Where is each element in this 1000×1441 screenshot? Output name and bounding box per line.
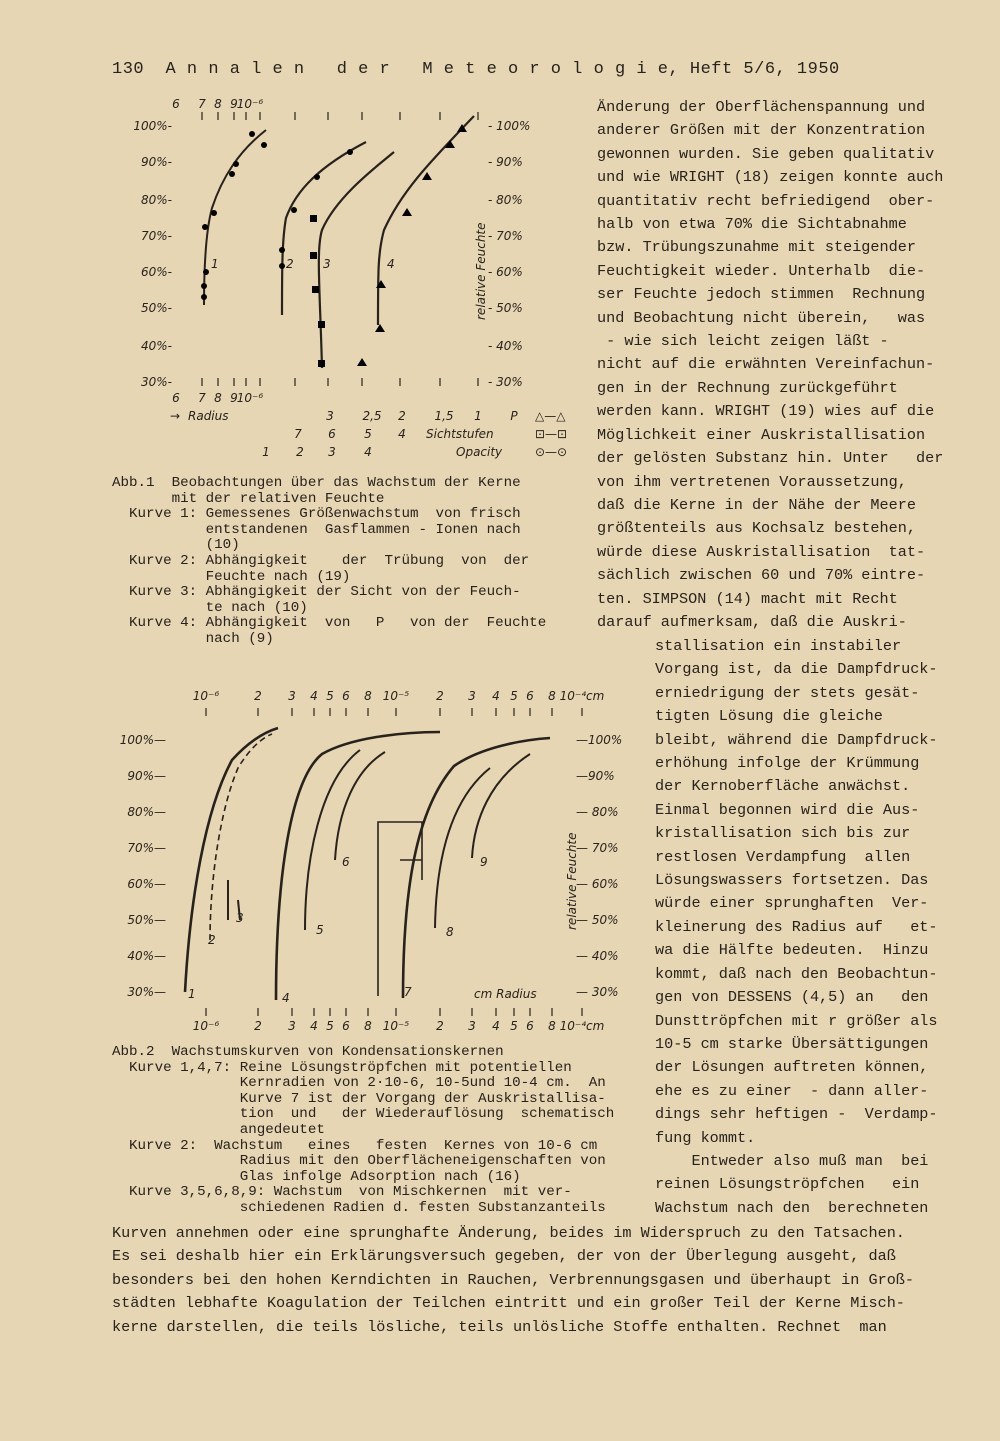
journal-title: A n n a l e n d e r M e t e o r o l o g i e, <box>165 60 680 79</box>
figure1-p-value: 3 <box>326 409 334 423</box>
figure1-curve-1-label: 1 <box>211 257 219 271</box>
figure2-bottom-tick-label: 6 <box>342 1019 350 1033</box>
figure1-radius-arrow: → <box>170 409 181 423</box>
figure2-top-tick-label: 3 <box>468 689 476 703</box>
text-line: der Lösungen auftreten können, <box>655 1058 929 1077</box>
text-line: städten lebhafte Koagulation der Teilchen eintritt und ein großer Teil der Kerne Misch- <box>112 1294 905 1313</box>
text-line: würde einer sprunghaften Ver- <box>655 894 929 913</box>
figure1-sicht-legend: ⊡—⊡ <box>535 427 568 441</box>
text-line: und Beobachtung nicht überein, was <box>597 308 926 327</box>
figure1-right-tick-label: - 100% <box>488 119 531 133</box>
figure1-p-value: 1,5 <box>434 409 454 423</box>
text-line: daß die Kerne in der Nähe der Meere <box>597 495 916 514</box>
figure2-bottom-tick-label: 5 <box>326 1019 334 1033</box>
figure2-left-tick-label: 30%— <box>127 985 166 999</box>
figure1-opacity-value: 2 <box>296 445 304 459</box>
text-line: Änderung der Oberflächenspannung und <box>597 98 926 116</box>
caption-2-line: Kurve 1,4,7: Reine Lösungströpfchen mit potentiellen <box>112 1059 572 1076</box>
text-line: werden kann. WRIGHT (19) wies auf die <box>597 402 935 421</box>
figure2-bottom-tick-label: 8 <box>364 1019 372 1033</box>
figure1-radius-label: Radius <box>188 409 229 423</box>
figure1-opacity-legend: ⊙—⊙ <box>535 445 568 459</box>
figure2-bottom-tick-label: 3 <box>468 1019 476 1033</box>
text-line: erhöhung infolge der Krümmung <box>655 754 920 773</box>
figure2-curve-4 <box>276 732 440 1000</box>
text-line: und wie WRIGHT (18) zeigen konnte auch <box>597 168 944 187</box>
figure2-right-tick-label: — 60% <box>576 877 619 891</box>
text-line: Kurven annehmen oder eine sprunghafte Änderung, beides im Widerspruch zu den Tatsachen. <box>112 1224 905 1242</box>
text-line: würde diese Auskristallisation tat- <box>597 542 926 561</box>
figure2-top-tick-label: 10⁻⁵ <box>382 689 410 703</box>
figure2-bottom-tick-label: 10⁻⁶ <box>192 1019 220 1033</box>
figure2-right-tick-label: — 30% <box>576 985 619 999</box>
figure1-left-tick-label: 40%- <box>140 339 172 353</box>
text-line: gewonnen wurden. Sie geben qualitativ <box>597 144 935 163</box>
text-line: Dunsttröpfchen mit r größer als <box>655 1011 938 1030</box>
right-column-text <box>597 96 943 634</box>
caption-1-line: Abb.1 Beobachtungen über das Wachstum der Kerne <box>112 475 521 491</box>
caption-1-line: entstandenen Gasflammen - Ionen nach <box>112 521 521 538</box>
figure1-right-tick-label: - 50% <box>488 301 523 315</box>
figure2-bottom-tick-label: 4 <box>492 1019 500 1033</box>
caption-1-line: Feuchte nach (19) <box>112 568 351 585</box>
figure2-top-tick-label: 6 <box>526 689 534 703</box>
figure2-right-tick-label: — 70% <box>576 841 619 855</box>
figure2-right-axis-title: relative Feuchte <box>565 832 579 930</box>
figure1-p-value: 1 <box>474 409 482 423</box>
caption-2-line: Kernradien von 2·10-6, 10-5und 10-4 cm. An <box>112 1075 606 1092</box>
caption-1-line: te nach (10) <box>112 599 308 616</box>
text-line: bleibt, während die Dampfdruck- <box>655 730 938 749</box>
text-line: erniedrigung der stets gesät- <box>655 683 920 702</box>
text-line: gen von DESSENS (4,5) an den <box>655 988 929 1007</box>
text-line: nicht auf die erwähnten Vereinfachun- <box>597 355 935 374</box>
figure2-top-tick-label: 8 <box>548 689 556 703</box>
figure1-sicht-value: 5 <box>364 427 372 441</box>
figure2-bottom-tick-label: 10⁻⁴cm <box>559 1019 605 1033</box>
figure1-left-tick-label: 70%- <box>140 229 172 243</box>
figure2-left-tick-label: 40%— <box>127 949 166 963</box>
page-header <box>112 60 840 79</box>
text-line: ten. SIMPSON (14) macht mit Recht <box>597 589 898 608</box>
figure1-curve-4-label: 4 <box>387 257 395 271</box>
figure1-bottom-tick-label: 6 <box>172 391 180 405</box>
text-line: der gelösten Substanz hin. Unter der <box>597 449 944 468</box>
figure1-bottom-tick-label: 7 <box>198 391 206 405</box>
caption-1-line: Kurve 1: Gemessenes Größenwachstum von frisch <box>112 506 521 523</box>
figure2-left-tick-label: 100%— <box>119 733 166 747</box>
figure2-bottom-tick-label: 6 <box>526 1019 534 1033</box>
figure1-legend-rows <box>262 409 567 459</box>
caption-1-line: (10) <box>112 537 240 554</box>
text-line: stallisation ein instabiler <box>655 637 902 655</box>
figure2-right-tick-label: —100% <box>576 733 623 747</box>
text-line: der Kernoberfläche anwächst. <box>655 777 911 796</box>
figure2-curve-label-6: 6 <box>342 855 350 869</box>
figure2-curve-label-7: 7 <box>404 985 412 999</box>
figure1-opacity-value: 3 <box>328 445 336 459</box>
figure1-curve-1 <box>204 130 266 305</box>
text-line: Einmal begonnen wird die Aus- <box>655 800 920 819</box>
figure1-right-tick-label: - 30% <box>488 375 523 389</box>
text-line: kleinerung des Radius auf et- <box>655 917 938 936</box>
figure1-top-tick-label: 8 <box>214 97 222 111</box>
caption-1-line: Kurve 2: Abhängigkeit der Trübung von der <box>112 552 530 569</box>
figure1-opacity-value: 1 <box>262 445 270 459</box>
figure1-bottom-tick-label: 9 <box>230 391 238 405</box>
caption-1-line: mit der relativen Feuchte <box>112 490 385 507</box>
caption-2-line: Glas infolge Adsorption nach (16) <box>112 1168 521 1185</box>
text-line: sächlich zwischen 60 und 70% eintre- <box>597 566 926 585</box>
text-line: Vorgang ist, da die Dampfdruck- <box>655 660 938 679</box>
text-line: kristallisation sich bis zur <box>655 824 911 843</box>
figure1-left-tick-label: 100%- <box>133 119 172 133</box>
figure1-p-legend: △—△ <box>535 409 566 423</box>
figure2-bottom-tick-label: 3 <box>288 1019 296 1033</box>
figure1-curve-2 <box>282 142 366 315</box>
figure2-curve-label-2: 2 <box>208 933 216 947</box>
figure2-top-tick-label: 10⁻⁶ <box>192 689 220 703</box>
text-line: reinen Lösungströpfchen ein <box>655 1175 920 1194</box>
figure2-right-axis <box>576 733 622 999</box>
figure2-left-axis <box>120 733 166 999</box>
text-line: ser Feuchte jedoch stimmen Rechnung <box>597 285 926 304</box>
figure1-top-tick-label: 9 <box>230 97 238 111</box>
figure2-curve-2 <box>210 734 272 940</box>
text-line: Möglichkeit einer Auskristallisation <box>597 425 926 444</box>
figure1-bottom-tick-label: 10⁻⁶ <box>236 391 264 405</box>
figure2-curve-label-8: 8 <box>446 925 454 939</box>
bottom-paragraph <box>112 1222 914 1339</box>
figure2-top-ticks <box>193 689 605 716</box>
caption-1-line: Kurve 4: Abhängigkeit von P von der Feuchte <box>112 615 547 632</box>
figure1-p-value: 2,5 <box>362 409 382 423</box>
text-line: - wie sich leicht zeigen läßt - <box>597 332 889 351</box>
figure1-curve-4 <box>378 116 474 325</box>
figure1-sicht-value: 7 <box>294 427 302 441</box>
figure1-top-tick-label: 6 <box>172 97 180 111</box>
figure1-p-value: 2 <box>398 409 406 423</box>
figure2-bottom-ticks <box>193 1008 605 1033</box>
figure2-bottom-tick-label: 8 <box>548 1019 556 1033</box>
text-line: dings sehr heftigen - Verdamp- <box>655 1105 938 1124</box>
text-line: Wachstum nach den berechneten <box>655 1198 929 1217</box>
text-line: restlosen Verdampfung allen <box>655 847 911 866</box>
text-line: darauf aufmerksam, daß die Auskri- <box>597 612 907 631</box>
figure1-sicht-value: 6 <box>328 427 336 441</box>
figure-2 <box>110 680 640 1050</box>
figure2-bottom-tick-label: 5 <box>510 1019 518 1033</box>
figure2-top-tick-label: 10⁻⁴cm <box>559 689 605 703</box>
narrow-column-text <box>655 635 938 1220</box>
figure1-right-tick-label: - 90% <box>488 155 523 169</box>
figure1-right-tick-label: - 40% <box>488 339 523 353</box>
figure2-top-tick-label: 2 <box>436 689 444 703</box>
text-line: ehe es zu einer - dann aller- <box>655 1081 929 1100</box>
figure1-left-tick-label: 60%- <box>140 265 172 279</box>
caption-1 <box>112 476 546 648</box>
figure1-right-tick-label: - 80% <box>488 193 523 207</box>
figure1-opacity-name: Opacity <box>456 445 503 459</box>
figure2-curve-5 <box>305 750 360 930</box>
figure2-curve-1 <box>185 728 278 992</box>
figure2-top-tick-label: 8 <box>364 689 372 703</box>
caption-2-line: Kurve 3,5,6,8,9: Wachstum von Mischkernen mit ver- <box>112 1184 572 1201</box>
figure1-bottom-tick-label: 8 <box>214 391 222 405</box>
figure2-top-tick-label: 4 <box>310 689 318 703</box>
figure2-top-tick-label: 2 <box>254 689 262 703</box>
text-line: fung kommt. <box>655 1128 756 1147</box>
figure1-curve-3-label: 3 <box>323 257 331 271</box>
text-line: halb von etwa 70% die Sichtabnahme <box>597 215 907 234</box>
text-line: 10-5 cm starke Übersättigungen <box>655 1034 929 1053</box>
figure-1 <box>110 90 590 470</box>
text-line: anderer Größen mit der Konzentration <box>597 121 926 140</box>
text-line: wa die Hälfte bedeuten. Hinzu <box>655 941 929 960</box>
figure1-left-tick-label: 30%- <box>140 375 172 389</box>
text-line: tigten Lösung die gleiche <box>655 707 883 726</box>
figure2-top-tick-label: 4 <box>492 689 500 703</box>
figure1-left-tick-label: 90%- <box>140 155 172 169</box>
figure2-curve-label-9: 9 <box>480 855 488 869</box>
caption-2-line: Radius mit den Oberflächeneigenschaften von <box>112 1153 606 1170</box>
text-line: kerne darstellen, die teils lösliche, teils unlösliche Stoffe enthalten. Rechnet man <box>112 1317 887 1336</box>
figure1-right-tick-label: - 70% <box>488 229 523 243</box>
figure2-top-tick-label: 6 <box>342 689 350 703</box>
caption-2-line: angedeutet <box>112 1121 325 1138</box>
figure2-left-tick-label: 70%— <box>127 841 166 855</box>
caption-2 <box>112 1045 614 1217</box>
figure1-right-axis-title: relative Feuchte <box>474 222 488 320</box>
figure2-top-tick-label: 5 <box>326 689 334 703</box>
text-line: kommt, daß nach den Beobachtun- <box>655 964 938 983</box>
text-line: Feuchtigkeit wieder. Unterhalb die- <box>597 261 926 280</box>
figure1-left-tick-label: 50%- <box>140 301 172 315</box>
figure2-right-tick-label: —90% <box>576 769 615 783</box>
figure1-top-tick-label: 7 <box>198 97 206 111</box>
caption-2-line: tion und der Wiederauflösung schematisch <box>112 1106 615 1123</box>
text-line: besonders bei den hohen Kerndichten in Rauchen, Verbrennungsgasen und überhaupt in Groß- <box>112 1270 915 1289</box>
caption-1-line: nach (9) <box>112 630 274 647</box>
figure1-sicht-name: Sichtstufen <box>426 427 494 441</box>
figure1-left-axis <box>133 119 172 389</box>
text-line: gen in der Rechnung zurückgeführt <box>597 378 898 397</box>
text-line: größtenteils aus Kochsalz bestehen, <box>597 519 916 538</box>
text-line: von ihm vertretenen Voraussetzung, <box>597 472 907 491</box>
figure2-top-tick-label: 5 <box>510 689 518 703</box>
figure2-right-tick-label: — 40% <box>576 949 619 963</box>
page-number: 130 <box>112 60 145 79</box>
text-line: bzw. Trübungszunahme mit steigender <box>597 238 916 257</box>
text-line: Lösungswassers fortsetzen. Das <box>655 871 929 890</box>
figure2-right-tick-label: — 80% <box>576 805 619 819</box>
figure1-bottom-ticks <box>172 391 263 405</box>
figure2-curve-label-5: 5 <box>316 923 324 937</box>
caption-2-line: schiedenen Radien d. festen Substanzanteils <box>112 1199 606 1216</box>
caption-1-line: Kurve 3: Abhängigkeit der Sicht von der Feuch- <box>112 584 521 601</box>
figure1-curve-2-label: 2 <box>286 257 294 271</box>
figure2-bottom-tick-label: 10⁻⁵ <box>382 1019 410 1033</box>
figure2-bottom-tick-label: 2 <box>436 1019 444 1033</box>
figure1-p-name: P <box>510 409 518 423</box>
figure2-curve-label-3: 3 <box>236 911 244 925</box>
caption-2-line: Abb.2 Wachstumskurven von Kondensationskernen <box>112 1044 504 1060</box>
caption-2-line: Kurve 2: Wachstum eines festen Kernes von 10-6 cm <box>112 1137 598 1154</box>
figure1-left-tick-label: 80%- <box>140 193 172 207</box>
figure1-sicht-value: 4 <box>398 427 406 441</box>
figure2-left-tick-label: 60%— <box>127 877 166 891</box>
figure2-right-tick-label: — 50% <box>576 913 619 927</box>
text-line: Entweder also muß man bei <box>655 1151 929 1170</box>
issue-label: Heft 5/6, 1950 <box>689 60 840 79</box>
figure1-right-axis <box>488 119 530 389</box>
figure2-curve-label-4: 4 <box>282 991 290 1005</box>
caption-2-line: Kurve 7 ist der Vorgang der Auskristallisa- <box>112 1090 606 1107</box>
figure2-top-tick-label: 3 <box>288 689 296 703</box>
figure2-curve-7 <box>403 738 550 998</box>
figure2-bottom-tick-label: 2 <box>254 1019 262 1033</box>
figure1-top-ticks <box>172 97 263 111</box>
figure2-curve-9 <box>472 754 530 858</box>
figure2-left-tick-label: 80%— <box>127 805 166 819</box>
figure1-opacity-value: 4 <box>364 445 372 459</box>
text-line: Es sei deshalb hier ein Erklärungsversuch gegeben, der von der Überlegung ausgeht, daß <box>112 1247 896 1266</box>
text-line: quantitativ recht befriedigend ober- <box>597 191 935 210</box>
figure2-radius-label: cm Radius <box>474 987 537 1001</box>
figure2-curve-8 <box>435 768 490 928</box>
figure2-left-tick-label: 50%— <box>127 913 166 927</box>
figure1-top-tick-label: 10⁻⁶ <box>236 97 264 111</box>
figure2-bottom-tick-label: 4 <box>310 1019 318 1033</box>
figure2-left-tick-label: 90%— <box>127 769 166 783</box>
figure1-right-tick-label: - 60% <box>488 265 523 279</box>
figure2-curve-label-1: 1 <box>188 987 196 1001</box>
